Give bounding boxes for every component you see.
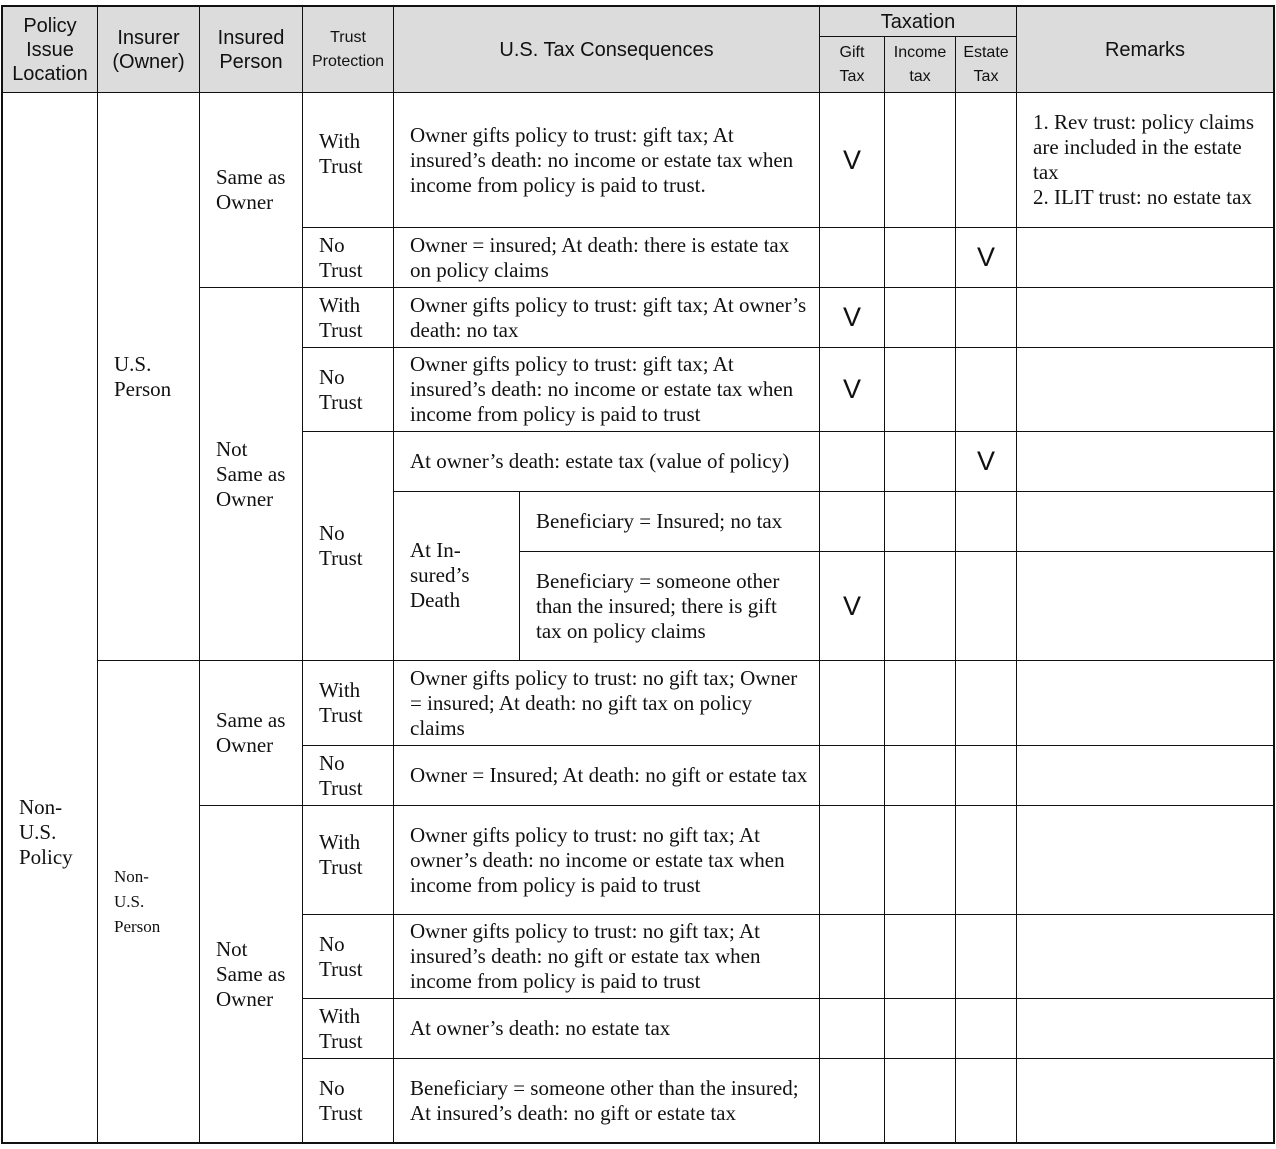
estate-tax-cell <box>955 998 1017 1059</box>
tax-consequence-text: Owner = insured; At death: there is estate tax on policy claims <box>410 232 790 282</box>
trust-label: With Trust <box>319 830 363 879</box>
gift-tax-check-mark: V <box>842 144 861 175</box>
remarks-cell <box>1016 805 1274 915</box>
trust-no <box>302 227 394 288</box>
tax-consequence-cell <box>519 551 820 661</box>
header-taxation <box>819 6 1017 37</box>
header-estate-tax <box>955 36 1017 93</box>
estate-tax-cell <box>955 660 1017 746</box>
estate-tax-cell <box>955 431 1017 492</box>
header-insurer-owner <box>97 6 200 93</box>
insured-not-same-as-owner <box>199 805 303 1143</box>
income-tax-cell <box>884 287 956 348</box>
trust-with <box>302 92 394 228</box>
remarks-cell <box>1016 914 1274 999</box>
trust-with <box>302 287 394 348</box>
tax-consequence-text: Owner gifts policy to trust: gift tax; At insured’s death: no income or estate tax when income from policy is paid to trust <box>410 352 794 426</box>
tax-consequence-text: Owner gifts policy to trust: no gift tax; At owner’s death: no income or estate tax when income from policy is paid to trust <box>410 822 785 897</box>
tax-consequence-cell <box>393 92 820 228</box>
gift-tax-cell <box>819 745 885 806</box>
trust-label: With Trust <box>319 292 363 342</box>
gift-tax-cell <box>819 347 885 432</box>
trust-no <box>302 347 394 432</box>
owner-label: Non-U.S. Person <box>114 867 161 936</box>
estate-tax-cell <box>955 914 1017 999</box>
header-remarks <box>1016 6 1274 93</box>
trust-no <box>302 745 394 806</box>
header-gift-tax <box>819 36 885 93</box>
policy-location-cell <box>2 92 98 1143</box>
header-insured-person <box>199 6 303 93</box>
tax-consequence-text: Owner gifts policy to trust: no gift tax; Owner = insured; At death: no gift tax on policy claims <box>410 665 798 740</box>
header-policy-issue-location <box>2 6 98 93</box>
tax-consequence-text: At owner’s death: estate tax (value of policy) <box>410 449 790 473</box>
tax-consequence-text: Beneficiary = Insured; no tax <box>536 509 783 533</box>
income-tax-cell <box>884 1058 956 1144</box>
income-tax-cell <box>884 745 956 806</box>
income-tax-cell <box>884 491 956 552</box>
sub-label: At In-sured’s Death <box>410 538 470 612</box>
header-trust-protection <box>302 6 394 93</box>
header-label: Estate Tax <box>963 43 1009 85</box>
tax-consequence-text: Beneficiary = someone other than the insured; At insured’s death: no gift or estate tax <box>410 1076 799 1125</box>
gift-tax-cell <box>819 227 885 288</box>
estate-tax-cell <box>955 1058 1017 1144</box>
gift-tax-check-mark: V <box>842 374 861 404</box>
policy-location-label: Non-U.S. Policy <box>19 795 73 869</box>
gift-tax-cell <box>819 491 885 552</box>
insured-label: Not Same as Owner <box>216 436 286 511</box>
insured-not-same-as-owner <box>199 287 303 661</box>
gift-tax-cell <box>819 92 885 228</box>
owner-non-us-person <box>97 660 200 1143</box>
tax-consequence-cell <box>393 227 820 288</box>
gift-tax-cell <box>819 431 885 492</box>
income-tax-cell <box>884 914 956 999</box>
header-label: Policy Issue Location <box>12 14 88 85</box>
tax-consequence-text: At owner’s death: no estate tax <box>410 1016 671 1040</box>
insured-same-as-owner <box>199 92 303 288</box>
header-label: Taxation <box>880 10 956 33</box>
estate-tax-cell <box>955 745 1017 806</box>
tax-consequence-cell <box>519 491 820 552</box>
trust-label: No Trust <box>319 750 363 800</box>
remarks-cell <box>1016 551 1274 661</box>
income-tax-cell <box>884 227 956 288</box>
header-label: U.S. Tax Consequences <box>499 38 714 61</box>
trust-with <box>302 660 394 746</box>
trust-with <box>302 805 394 915</box>
estate-tax-check-mark: V <box>976 242 995 272</box>
tax-consequence-cell <box>393 998 820 1059</box>
income-tax-cell <box>884 92 956 228</box>
gift-tax-check-mark: V <box>842 590 861 621</box>
remarks-text: 1. Rev trust: policy claims are included in the estate tax 2. ILIT trust: no estate tax <box>1033 110 1255 209</box>
trust-label: No Trust <box>319 364 363 414</box>
estate-tax-cell <box>955 347 1017 432</box>
remarks-cell <box>1016 660 1274 746</box>
header-label: Gift Tax <box>839 43 865 85</box>
gift-tax-cell <box>819 1058 885 1144</box>
tax-consequence-cell <box>393 660 820 746</box>
gift-tax-cell <box>819 805 885 915</box>
gift-tax-cell <box>819 914 885 999</box>
trust-label: With Trust <box>319 1003 363 1053</box>
insured-label: Same as Owner <box>216 708 286 757</box>
income-tax-cell <box>884 347 956 432</box>
insured-label: Same as Owner <box>216 165 286 214</box>
estate-tax-cell <box>955 551 1017 661</box>
gift-tax-cell <box>819 660 885 746</box>
remarks-cell <box>1016 745 1274 806</box>
remarks-cell <box>1016 92 1274 228</box>
estate-tax-cell <box>955 805 1017 915</box>
remarks-cell <box>1016 491 1274 552</box>
tax-consequence-cell <box>393 1058 820 1144</box>
tax-consequence-text: Beneficiary = someone other than the insured; there is gift tax on policy claims <box>536 568 780 643</box>
trust-label: No Trust <box>319 1075 363 1125</box>
trust-label: No Trust <box>319 521 363 570</box>
estate-tax-cell <box>955 491 1017 552</box>
tax-consequence-text: Owner gifts policy to trust: gift tax; At insured’s death: no income or estate tax when income from policy is paid to trust. <box>410 122 794 197</box>
trust-label: With Trust <box>319 678 363 727</box>
header-label: Income tax <box>893 43 947 85</box>
trust-with <box>302 998 394 1059</box>
remarks-cell <box>1016 287 1274 348</box>
tax-consequence-cell <box>393 805 820 915</box>
income-tax-cell <box>884 431 956 492</box>
owner-us-person <box>97 92 200 661</box>
at-insureds-death-cell <box>393 490 520 661</box>
trust-label: No Trust <box>319 232 363 282</box>
estate-tax-cell <box>955 92 1017 228</box>
remarks-cell <box>1016 998 1274 1059</box>
trust-no <box>302 1058 394 1143</box>
trust-label: No Trust <box>319 931 363 981</box>
header-label: Insurer (Owner) <box>112 26 185 73</box>
insured-label: Not Same as Owner <box>216 936 286 1011</box>
tax-consequence-cell <box>393 431 820 492</box>
header-label: Trust Protection <box>311 28 385 70</box>
remarks-cell <box>1016 431 1274 492</box>
insured-same-as-owner <box>199 660 303 806</box>
estate-tax-cell <box>955 227 1017 288</box>
owner-label: U.S. Person <box>114 351 172 401</box>
gift-tax-cell <box>819 551 885 661</box>
trust-no <box>302 431 394 661</box>
estate-tax-cell <box>955 287 1017 348</box>
gift-tax-cell <box>819 287 885 348</box>
gift-tax-cell <box>819 998 885 1059</box>
income-tax-cell <box>884 551 956 661</box>
tax-consequence-cell <box>393 287 820 348</box>
gift-tax-check-mark: V <box>842 302 861 332</box>
tax-consequence-text: Owner gifts policy to trust: no gift tax; At insured’s death: no gift or estate tax when income from policy is paid to trust <box>410 919 761 993</box>
header-label: Insured Person <box>217 26 285 73</box>
header-us-tax-consequences <box>393 6 820 93</box>
tax-consequence-cell <box>393 347 820 432</box>
tax-consequence-text: Owner gifts policy to trust: gift tax; At owner’s death: no tax <box>410 292 807 342</box>
remarks-cell <box>1016 347 1274 432</box>
header-income-tax <box>884 36 956 93</box>
income-tax-cell <box>884 660 956 746</box>
tax-consequence-cell <box>393 745 820 806</box>
remarks-cell <box>1016 1058 1274 1144</box>
tax-consequence-cell <box>393 914 820 999</box>
income-tax-cell <box>884 998 956 1059</box>
income-tax-cell <box>884 805 956 915</box>
trust-no <box>302 914 394 999</box>
tax-consequence-text: Owner = Insured; At death: no gift or estate tax <box>410 763 808 787</box>
trust-label: With Trust <box>319 129 363 178</box>
estate-tax-check-mark: V <box>976 446 995 476</box>
header-label: Remarks <box>1104 38 1185 61</box>
remarks-cell <box>1016 227 1274 288</box>
